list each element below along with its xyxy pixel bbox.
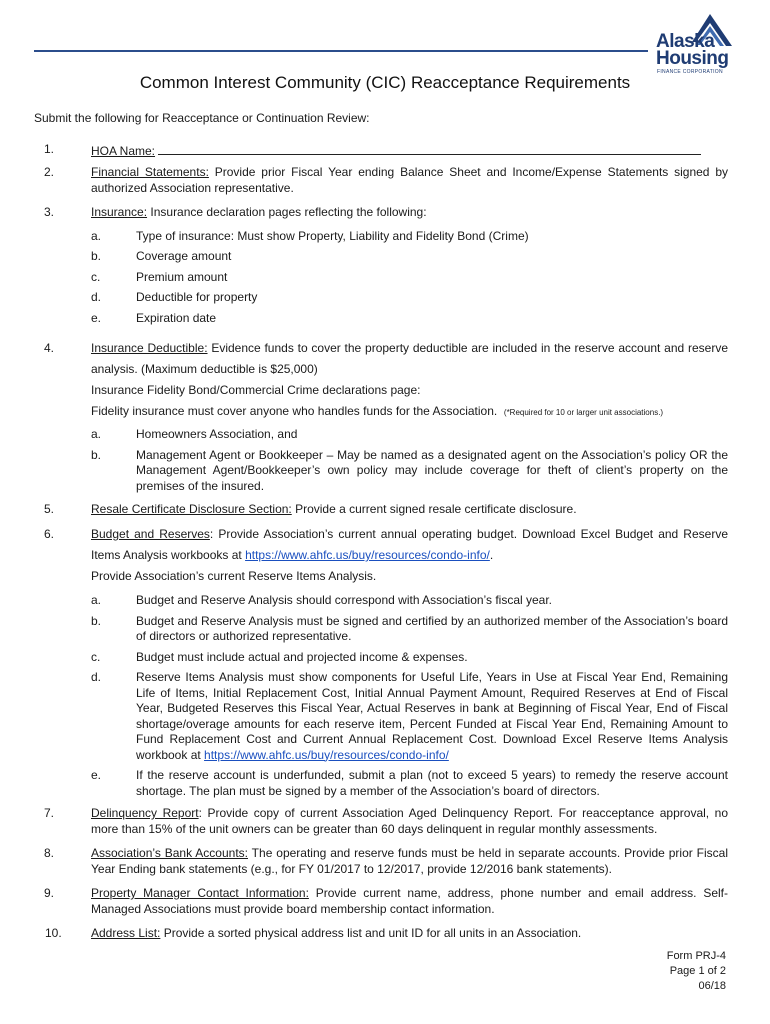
condo-info-link[interactable]: https://www.ahfc.us/buy/resources/condo-info/ xyxy=(245,548,490,562)
sub-item: c. Premium amount xyxy=(91,269,228,284)
sub-item: d. Reserve Items Analysis must show components for Useful Life, Years in Use at Fiscal Year End, Remaining Life of Items, Initial Replacement Cost, Initial Annual Payment Amount, Required Reserves at End of Fiscal Year, Budgeted Reserves this Fiscal Year, Actual Reserves in bank at Beginning of Fiscal Year, End of Fiscal shortage/overage amounts for each reserve item, Percent Funded at Fiscal Year End, Remaining Amount to Fund Replacement Cost and Current Annual Replacement Cost. Download Excel Reserve Items Analysis workbook at https://www.ahfc.us/buy/resources/condo-info/ xyxy=(91,670,728,762)
sub-item: e. Expiration date xyxy=(91,310,217,325)
requirement-1 xyxy=(34,142,728,160)
item-number: 10. xyxy=(45,926,62,940)
intro-text: Submit the following for Reacceptance or Continuation Review: xyxy=(34,111,370,125)
requirement-8 xyxy=(34,846,728,877)
item-label: Property Manager Contact Information: xyxy=(91,886,309,900)
item-number: 2. xyxy=(44,165,55,179)
item-number: 5. xyxy=(44,502,55,516)
sub-item: b. Management Agent or Bookkeeper – May be named as a designated agent on the Association’s policy OR the Management Agent/Bookkeeper’s own policy may include coverage for theft of client’s property on the premises of the insured. xyxy=(91,447,728,493)
condo-info-link[interactable]: https://www.ahfc.us/buy/resources/condo-info/ xyxy=(204,747,449,762)
item-label: Association’s Bank Accounts: xyxy=(91,846,248,860)
requirement-3 xyxy=(34,205,728,326)
item-label: Financial Statements: xyxy=(91,165,209,179)
item-note: (*Required for 10 or larger unit associations.) xyxy=(503,408,664,417)
sub-item: e. If the reserve account is underfunded, submit a plan (not to exceed 5 years) to remedy the reserve account shortage. The plan must be signed by a member of the Association’s board of directors. xyxy=(91,768,728,798)
document-title: Common Interest Community (CIC) Reacceptance Requirements xyxy=(139,73,631,92)
item-text: : Provide Association’s current annual operating budget. Download Excel Budget and Reserve Items Analysis workbooks at xyxy=(91,527,728,562)
item-line: Provide Association’s current Reserve Items Analysis. xyxy=(91,569,377,583)
requirement-4 xyxy=(34,338,728,494)
item-label: Insurance Deductible: xyxy=(91,341,208,355)
item-text: Provide current name, address, phone number and email address. Self-Managed Associations must provide board membership contact information. xyxy=(91,886,728,916)
requirement-2 xyxy=(34,165,728,196)
item-text: Evidence funds to cover the property deductible are included in the reserve account and reserve analysis. (Maximum deductible is $25,000) xyxy=(91,341,728,376)
header-rule xyxy=(34,50,648,52)
item-label: Delinquency Report xyxy=(91,806,199,820)
item-number: 1. xyxy=(44,142,55,156)
page-footer xyxy=(667,949,726,994)
sub-item: a. Homeowners Association, and xyxy=(91,427,298,441)
ahfc-logo xyxy=(652,12,748,74)
item-number: 8. xyxy=(44,846,55,860)
item-text: The operating and reserve funds must be held in separate accounts. Provide prior Fiscal Year Ending bank statements (e.g., for FY 01/2017 to 12/2017, provide 12/2016 bank statements). xyxy=(91,846,728,876)
item-label: Insurance: xyxy=(91,205,148,219)
requirement-6: 6. Budget and Reserves: Provide Association’s current annual operating budget. Download Excel Budget and Reserve Items Analysis workbooks at https://www.ahfc.us/buy/resources/condo-info/. Provide Association’s current Reserve Items Analysis. a. Budget and Reserve Analysis should correspond with Association’s fiscal year. b. Budget and Reserve Analysis must be signed and certified by an authorized member of the Association’s board of directors or authorized representative. c. Budget must include actual and projected income & expenses. d. Reserve Items Analysis must show components for Useful Life, Years in Use at Fiscal Year End, Remaining Life of Items, Initial Replacement Cost, Initial Annual Payment Amount, Required Reserves at End of Fiscal Year, Budgeted Reserves this Fiscal Year, Actual Reserves in bank at Beginning of Fiscal Year, End of Fiscal shortage/overage amounts for each reserve item, Percent Funded at Fiscal Year End, Remaining Amount to Fund Replacement Cost and Current Annual Replacement Cost. Download Excel Reserve Items Analysis workbook at https://www.ahfc.us/buy/resources/condo-info/ e. If the reserve account is underfunded, submit a plan (not to exceed 5 years) to remedy the reserve account shortage. The plan must be signed by a member of the Association’s board of directors. xyxy=(34,524,728,799)
item-number: 9. xyxy=(44,886,55,900)
item-text: Provide a sorted physical address list and unit ID for all units in an Association. xyxy=(160,926,582,940)
hoa-name-label: HOA Name: xyxy=(91,144,156,158)
logo-line-3: FINANCE CORPORATION xyxy=(657,69,723,75)
item-text: Provide a current signed resale certificate disclosure. xyxy=(291,502,577,516)
item-number: 3. xyxy=(44,205,55,219)
sub-item: a. Type of insurance: Must show Property, Liability and Fidelity Bond (Crime) xyxy=(91,228,529,243)
item-number: 4. xyxy=(44,341,55,355)
requirement-5 xyxy=(34,502,728,518)
form-date: 06/18 xyxy=(698,980,726,992)
item-label: Resale Certificate Disclosure Section: xyxy=(91,502,292,516)
sub-item: b. Coverage amount xyxy=(91,249,232,263)
logo-line-1: Alaska xyxy=(656,31,715,52)
requirement-9 xyxy=(34,886,728,917)
hoa-name-field[interactable] xyxy=(158,142,701,155)
sub-item: b. Budget and Reserve Analysis must be signed and certified by an authorized member of the Association’s board of directors or authorized representative. xyxy=(91,613,728,643)
logo-line-2: Housing xyxy=(656,48,729,69)
requirement-10 xyxy=(34,926,728,942)
item-text: Insurance declaration pages reflecting the following: xyxy=(147,205,427,219)
item-label: Address List: xyxy=(91,926,161,940)
requirement-7 xyxy=(34,806,728,837)
sub-item: d. Deductible for property xyxy=(91,290,258,304)
item-number: 7. xyxy=(44,806,55,820)
item-label: Budget and Reserves xyxy=(91,527,210,541)
item-line: Fidelity insurance must cover anyone who handles funds for the Association. xyxy=(91,404,498,418)
item-number: 6. xyxy=(44,527,55,541)
form-number: Form PRJ-4 xyxy=(666,950,726,962)
item-text: : Provide copy of current Association Aged Delinquency Report. For reacceptance approval, no more than 15% of the unit owners can be greater than 60 days delinquent in regular monthly assessments. xyxy=(91,806,728,836)
sub-item: a. Budget and Reserve Analysis should correspond with Association’s fiscal year. xyxy=(91,593,553,607)
item-line: Insurance Fidelity Bond/Commercial Crime declarations page: xyxy=(91,383,421,397)
sub-item: c. Budget must include actual and projected income & expenses. xyxy=(91,649,468,664)
item-text: Provide prior Fiscal Year ending Balance Sheet and Income/Expense Statements signed by authorized Association representative. xyxy=(91,165,729,195)
page-number: Page 1 of 2 xyxy=(669,965,726,977)
